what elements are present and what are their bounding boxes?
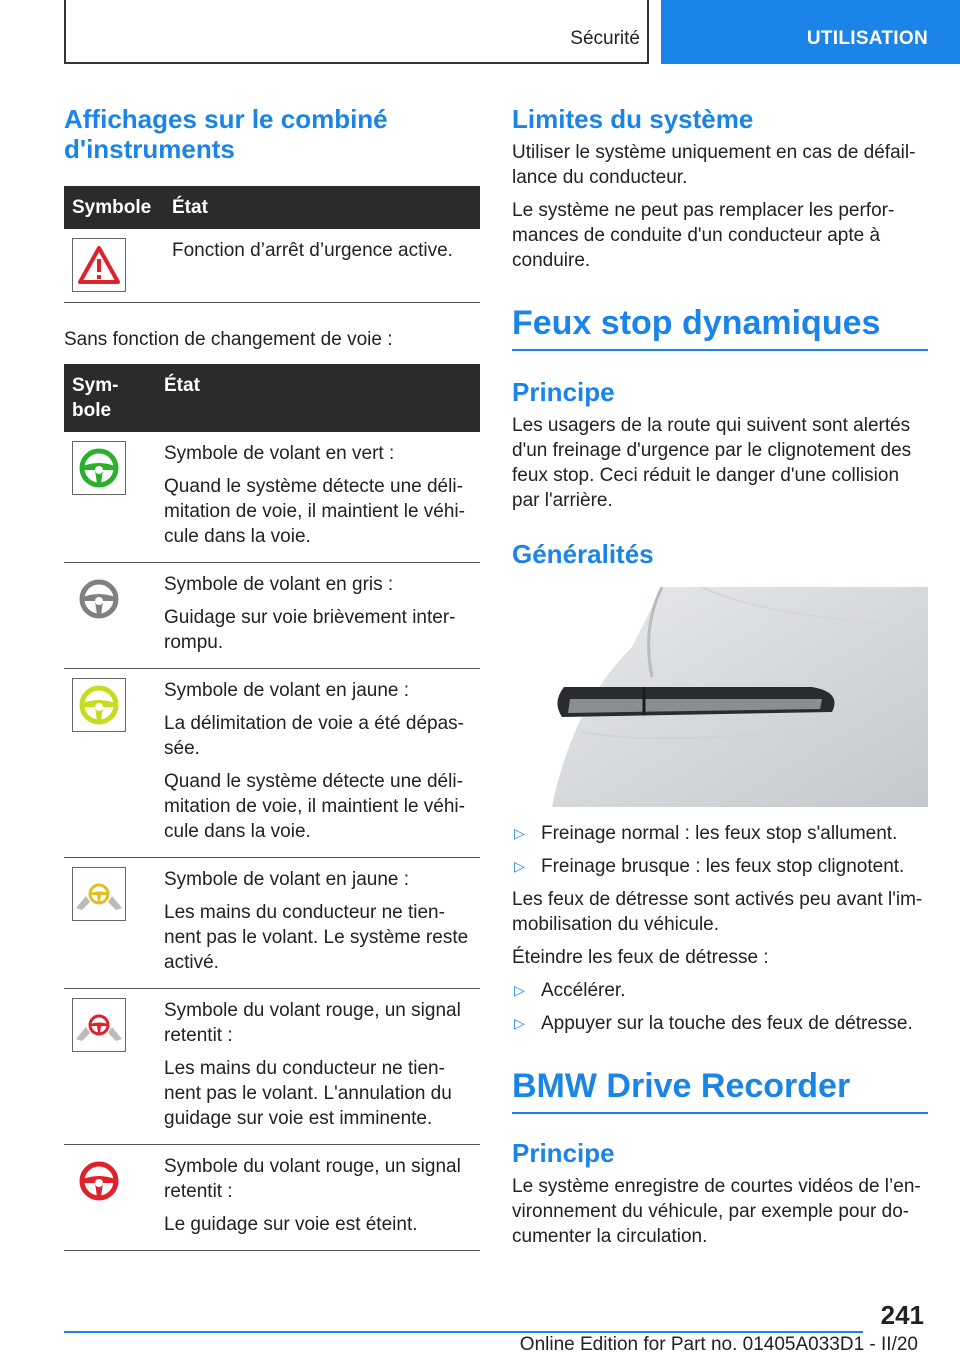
tail-light-photo <box>512 587 928 807</box>
row-text: Les mains du conducteur ne tien-nent pas le volant. L'annulation du guidage sur voie est imminente. <box>164 1058 452 1129</box>
steering-wheel-yellow-icon <box>72 678 126 732</box>
brake-bullet-list <box>512 821 928 879</box>
hazard-bullet-list <box>512 978 928 1036</box>
triangle-bullet-icon: ▷ <box>514 1015 525 1031</box>
row-text: Symbole de volant en jaune : <box>164 680 410 701</box>
table-row <box>64 858 480 989</box>
footer-edition: Online Edition for Part no. 01405A033D1 - II/20 <box>519 1334 918 1355</box>
system-limits-title: Limites du système <box>512 104 754 134</box>
col-symbol-header: Sym-bole <box>64 364 156 432</box>
row-text: Fonction d’arrêt d’urgence active. <box>172 240 453 261</box>
dynamic-brake-lights-title: Feux stop dynamiques <box>512 303 928 351</box>
table-row <box>64 432 480 563</box>
col-symbol-header: Symbole <box>64 186 164 229</box>
row-text: Symbole du volant rouge, un signal retentit : <box>164 1000 461 1046</box>
table-row <box>64 669 480 858</box>
list-item: ▷ Accélérer. <box>514 980 626 1001</box>
row-text: Les mains du conducteur ne tien-nent pas le volant. Le système reste activé. <box>164 902 469 973</box>
list-item: ▷ Appuyer sur la touche des feux de détresse. <box>514 1013 913 1034</box>
triangle-bullet-icon: ▷ <box>514 858 525 874</box>
col-state-header: État <box>156 364 480 432</box>
warning-triangle-icon <box>72 238 126 292</box>
footer-divider <box>64 1331 863 1333</box>
steering-wheel-gray-icon <box>72 572 126 626</box>
instrument-display-title: Affichages sur le combiné d'instruments <box>64 104 388 164</box>
triangle-bullet-icon: ▷ <box>514 982 525 998</box>
limits-paragraph-1: Utiliser le système uniquement en cas de défail-lance du conducteur. <box>512 142 916 188</box>
row-text: Le guidage sur voie est éteint. <box>164 1214 418 1235</box>
drive-recorder-title: BMW Drive Recorder <box>512 1066 928 1114</box>
table-row <box>64 229 480 303</box>
table-row <box>64 563 480 669</box>
hazard-paragraph: Les feux de détresse sont activés peu avant l'im-mobilisation du véhicule. <box>512 889 923 935</box>
general-title: Généralités <box>512 539 654 569</box>
no-lane-change-subtitle: Sans fonction de changement de voie : <box>64 329 393 350</box>
header-chapter-tab: UTILISATION <box>661 0 960 64</box>
right-column <box>512 104 928 1249</box>
row-text: Quand le système détecte une déli-mitation de voie, il maintient le véhi-cule dans la voie. <box>164 771 465 842</box>
switch-off-paragraph: Éteindre les feux de détresse : <box>512 947 769 968</box>
emergency-table <box>64 186 480 303</box>
header-section-label: Sécurité <box>570 28 640 49</box>
lane-guidance-table <box>64 364 480 1251</box>
principle-title: Principe <box>512 377 615 407</box>
steering-wheel-red-hands-icon <box>72 998 126 1052</box>
triangle-bullet-icon: ▷ <box>514 825 525 841</box>
principle-title: Principe <box>512 1138 615 1168</box>
limits-paragraph-2: Le système ne peut pas remplacer les perfor-mances de conduite d'un conducteur apte à conduire. <box>512 200 895 271</box>
row-text: Symbole du volant rouge, un signal retentit : <box>164 1156 461 1202</box>
row-text: Quand le système détecte une déli-mitation de voie, il maintient le véhi-cule dans la voie. <box>164 476 465 547</box>
steering-wheel-yellow-hands-icon <box>72 867 126 921</box>
steering-wheel-green-icon <box>72 441 126 495</box>
table-row <box>64 1145 480 1251</box>
table-row <box>64 989 480 1145</box>
recorder-paragraph: Le système enregistre de courtes vidéos de l’en-vironnement du véhicule, par exemple pour do-cumenter la circulation. <box>512 1176 921 1247</box>
list-item: ▷ Freinage normal : les feux stop s'allument. <box>514 823 898 844</box>
row-text: Symbole de volant en jaune : <box>164 869 410 890</box>
row-text: Symbole de volant en vert : <box>164 443 395 464</box>
steering-wheel-red-icon <box>72 1154 126 1208</box>
page-number: 241 <box>880 1300 924 1330</box>
row-text: Symbole de volant en gris : <box>164 574 394 595</box>
col-state-header: État <box>164 186 480 229</box>
row-text: La délimitation de voie a été dépas-sée. <box>164 713 464 759</box>
left-column <box>64 104 480 1251</box>
row-text: Guidage sur voie brièvement inter-rompu. <box>164 607 456 653</box>
principle-paragraph: Les usagers de la route qui suivent sont alertés d'un freinage d'urgence par le clignotement des feux stop. Ceci réduit le danger d'une collision par l'arrière. <box>512 415 912 511</box>
list-item: ▷ Freinage brusque : les feux stop clignotent. <box>514 856 905 877</box>
